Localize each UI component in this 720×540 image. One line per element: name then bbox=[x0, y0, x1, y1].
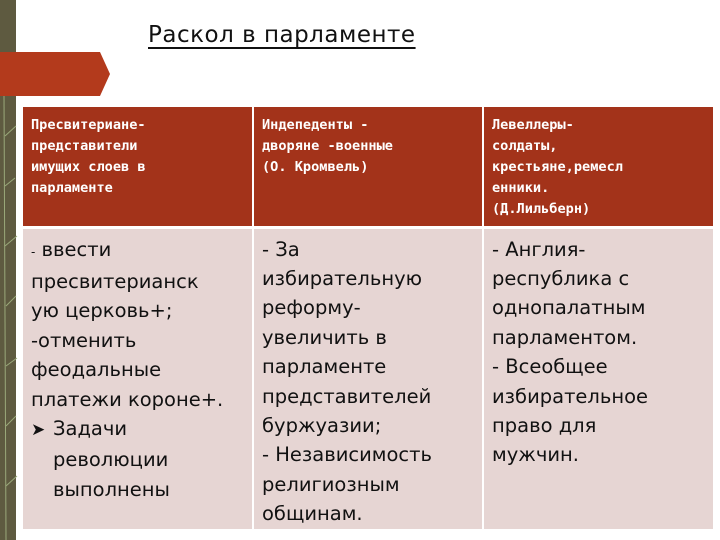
lead-text: ввести bbox=[41, 237, 112, 261]
cell-presbyterians bbox=[23, 227, 253, 529]
dash-text: - bbox=[31, 244, 36, 259]
slide-title: Раскол в парламенте bbox=[148, 22, 416, 48]
title-accent-block bbox=[0, 52, 100, 96]
header-independents-text: Индепеденты - дворяне -военные (О. Кромвель) bbox=[262, 117, 393, 175]
levellers-text: - Англия- республика с однопалатным парламентом. - Всеобщее избирательное право для мужчин. bbox=[492, 237, 649, 467]
presbyterians-body: пресвитерианск ую церковь+; -отменить феодальные платежи короне+. bbox=[31, 269, 224, 411]
independents-text: - За избирательную реформу- увеличить в парламенте представителей буржуазии; - Независимость религиозным общинам. bbox=[262, 237, 432, 526]
header-levellers-text: Левеллеры- солдаты, крестьяне,ремесл енники. (Д.Лильберн) bbox=[492, 117, 623, 217]
header-levellers bbox=[483, 107, 713, 227]
cell-levellers bbox=[483, 227, 713, 529]
header-presbyterians bbox=[23, 107, 253, 227]
header-independents bbox=[253, 107, 483, 227]
bullet-continuation: революции выполнены bbox=[53, 448, 170, 501]
factions-table bbox=[23, 107, 713, 529]
content-row bbox=[23, 227, 713, 529]
header-row bbox=[23, 107, 713, 227]
bullet-label: Задачи bbox=[53, 416, 128, 440]
header-presbyterians-text: Пресвитериане- представители имущих слоев в парламенте bbox=[31, 117, 146, 196]
cell-independents bbox=[253, 227, 483, 529]
arrow-bullet-icon: ➤ bbox=[31, 419, 46, 440]
leaf-decoration bbox=[0, 96, 20, 540]
title-accent-arrow bbox=[100, 52, 110, 96]
